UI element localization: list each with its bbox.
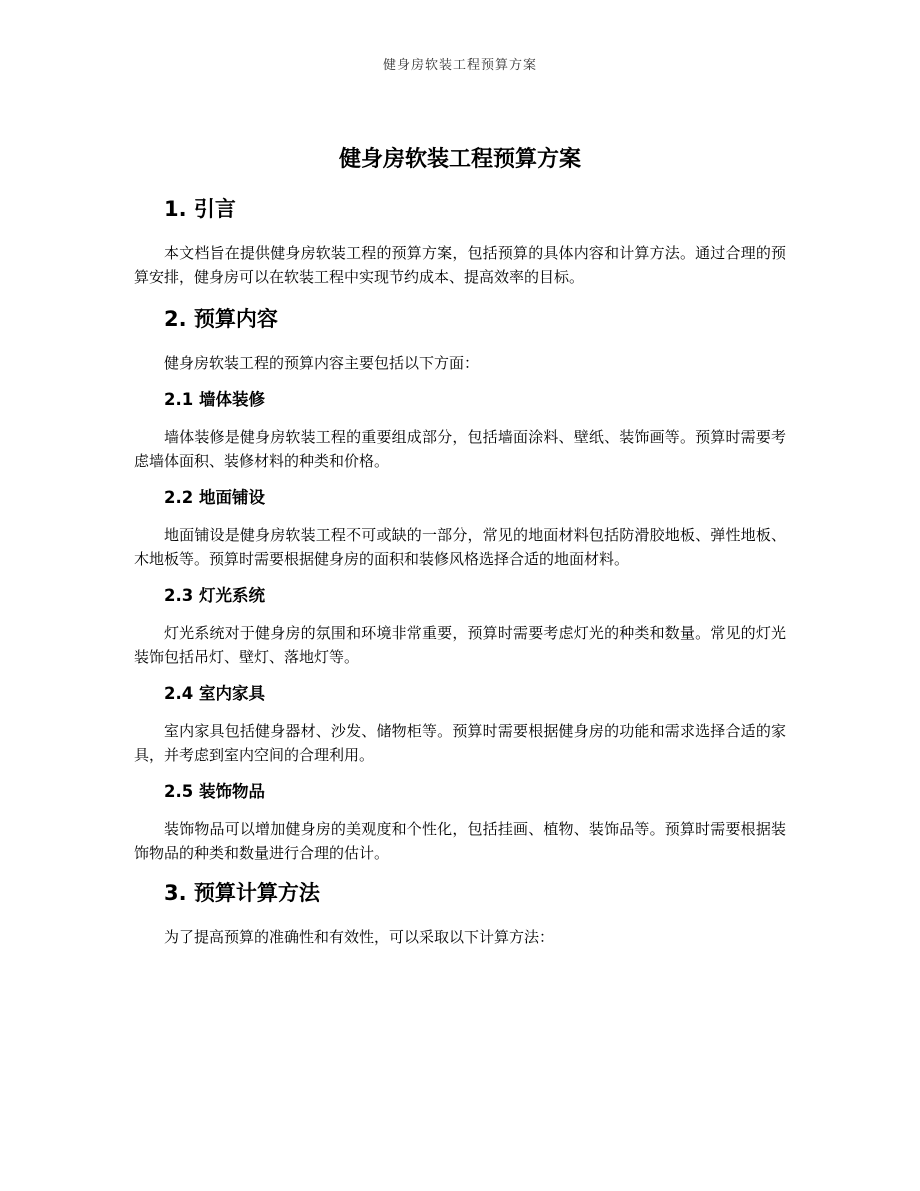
section-heading-calculation-method: 3. 预算计算方法 — [164, 881, 320, 905]
section-heading-budget-content: 2. 预算内容 — [164, 307, 278, 331]
subsection-paragraph-furniture: 室内家具包括健身器材、沙发、储物柜等。预算时需要根据健身房的功能和需求选择合适的家具，并考虑到室内空间的合理利用。 — [134, 722, 786, 764]
subsection-paragraph-floor: 地面铺设是健身房软装工程不可或缺的一部分，常见的地面材料包括防滑胶地板、弹性地板、木地板等。预算时需要根据健身房的面积和装修风格选择合适的地面材料。 — [134, 526, 786, 568]
subsection-heading-floor: 2.2 地面铺设 — [164, 488, 265, 507]
section-paragraph-introduction: 本文档旨在提供健身房软装工程的预算方案，包括预算的具体内容和计算方法。通过合理的预算安排，健身房可以在软装工程中实现节约成本、提高效率的目标。 — [134, 244, 786, 286]
section-heading-introduction: 1. 引言 — [164, 197, 236, 221]
section-paragraph-budget-content: 健身房软装工程的预算内容主要包括以下方面： — [164, 354, 480, 372]
section-paragraph-calculation-method: 为了提高预算的准确性和有效性，可以采取以下计算方法： — [164, 928, 555, 946]
document-body — [134, 142, 786, 963]
subsection-paragraph-lighting: 灯光系统对于健身房的氛围和环境非常重要，预算时需要考虑灯光的种类和数量。常见的灯光装饰包括吊灯、壁灯、落地灯等。 — [134, 624, 786, 666]
document-title: 健身房软装工程预算方案 — [338, 147, 581, 172]
subsection-heading-wall: 2.1 墙体装修 — [164, 390, 265, 409]
subsection-paragraph-wall: 墙体装修是健身房软装工程的重要组成部分，包括墙面涂料、壁纸、装饰画等。预算时需要考虑墙体面积、装修材料的种类和价格。 — [134, 428, 786, 470]
subsection-heading-decorations: 2.5 装饰物品 — [164, 782, 265, 801]
subsection-heading-furniture: 2.4 室内家具 — [164, 684, 265, 703]
running-header: 健身房软装工程预算方案 — [382, 58, 537, 73]
subsection-heading-lighting: 2.3 灯光系统 — [164, 586, 265, 605]
subsection-paragraph-decorations: 装饰物品可以增加健身房的美观度和个性化，包括挂画、植物、装饰品等。预算时需要根据装饰物品的种类和数量进行合理的估计。 — [134, 820, 786, 862]
